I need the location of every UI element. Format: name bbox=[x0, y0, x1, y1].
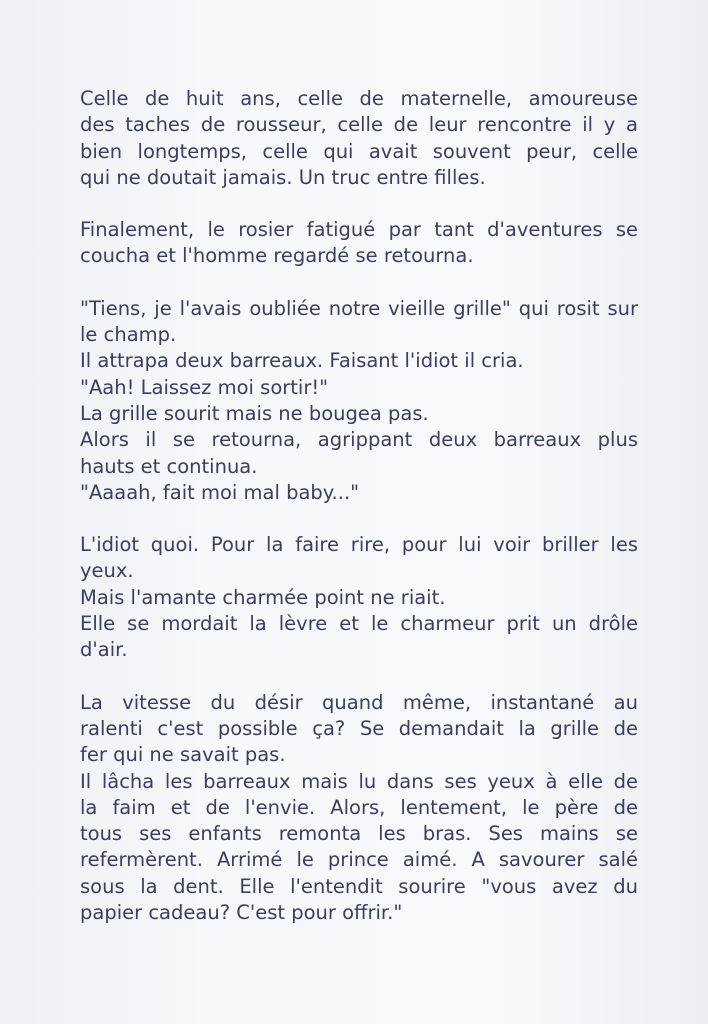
text-line: coucha et l'homme regardé se retourna. bbox=[80, 244, 474, 268]
text-line: qui ne doutait jamais. Un truc entre filles. bbox=[80, 165, 486, 189]
text-line: La vitesse du désir quand même, instantané au bbox=[80, 690, 638, 714]
text-line: Elle se mordait la lèvre et le charmeur prit un drôle bbox=[80, 612, 638, 636]
text-line: yeux. bbox=[80, 559, 134, 583]
paragraph-5 bbox=[80, 690, 638, 927]
text-line: des taches de rousseur, celle de leur rencontre il y a bbox=[80, 113, 638, 137]
text-line: Celle de huit ans, celle de maternelle, amoureuse bbox=[80, 87, 638, 110]
text-line: papier cadeau? C'est pour offrir." bbox=[80, 901, 403, 925]
text-line: bien longtemps, celle qui avait souvent peur, celle bbox=[80, 139, 638, 163]
text-line: la faim et de l'envie. Alors, lentement, le père de bbox=[80, 795, 638, 819]
paragraph-3 bbox=[80, 296, 638, 506]
text-line: le champ. bbox=[80, 323, 177, 347]
text-line: Finalement, le rosier fatigué par tant d'aventures se bbox=[80, 218, 638, 242]
paragraph-4 bbox=[80, 532, 638, 663]
text-line: refermèrent. Arrimé le prince aimé. A savourer salé bbox=[80, 848, 638, 872]
text-line: "Tiens, je l'avais oubliée notre vieille grille" qui rosit sur bbox=[80, 296, 638, 320]
text-line: Il lâcha les barreaux mais lu dans ses yeux à elle de bbox=[80, 769, 638, 793]
text-line: "Aah! Laissez moi sortir!" bbox=[80, 375, 329, 399]
body-text bbox=[80, 86, 638, 952]
text-line: La grille sourit mais ne bougea pas. bbox=[80, 401, 429, 425]
text-line: ralenti c'est possible ça? Se demandait la grille de bbox=[80, 716, 638, 740]
text-line: Mais l'amante charmée point ne riait. bbox=[80, 585, 446, 609]
text-line: Il attrapa deux barreaux. Faisant l'idiot il cria. bbox=[80, 349, 524, 373]
text-line: hauts et continua. bbox=[80, 454, 258, 478]
text-line: fer qui ne savait pas. bbox=[80, 743, 286, 767]
text-line: "Aaaah, fait moi mal baby..." bbox=[80, 480, 360, 504]
text-line: L'idiot quoi. Pour la faire rire, pour lui voir briller les bbox=[80, 533, 638, 557]
text-line: Alors il se retourna, agrippant deux barreaux plus bbox=[80, 428, 638, 452]
text-line: sous la dent. Elle l'entendit sourire "vous avez du bbox=[80, 874, 638, 898]
text-line: d'air. bbox=[80, 638, 128, 662]
paragraph-1 bbox=[80, 86, 638, 191]
paragraph-2 bbox=[80, 217, 638, 270]
text-line: tous ses enfants remonta les bras. Ses mains se bbox=[80, 822, 638, 846]
